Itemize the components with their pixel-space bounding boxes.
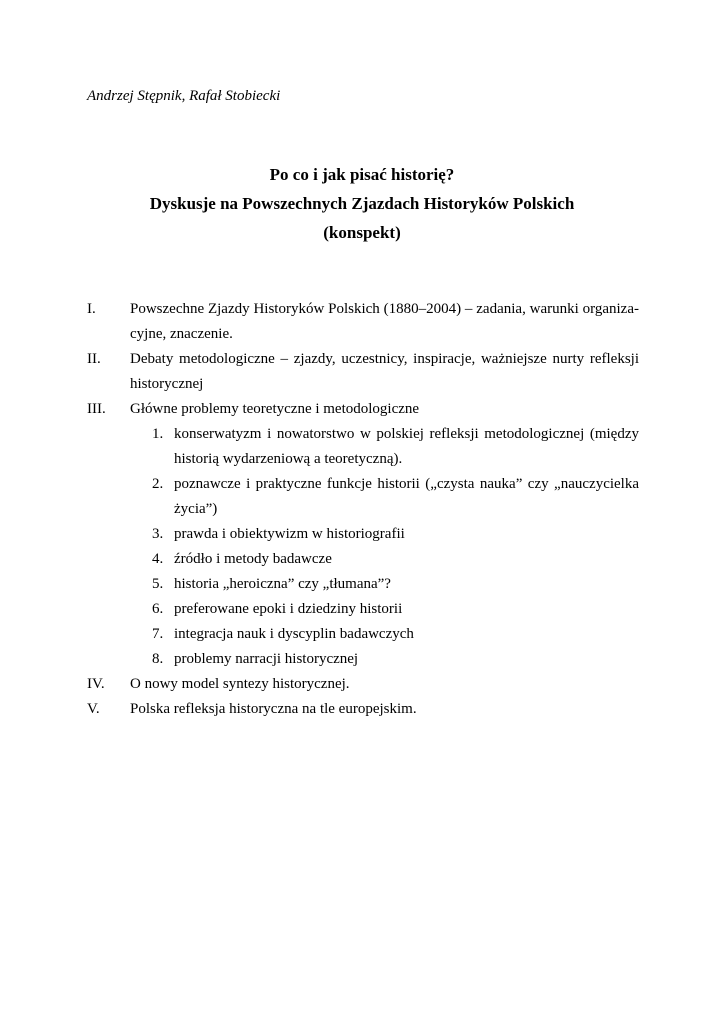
sublist-number: 2. — [152, 476, 164, 492]
outline-numeral: V. — [87, 701, 100, 717]
outline-list — [87, 297, 639, 722]
sublist-item-7 — [152, 622, 639, 647]
outline-item-1 — [87, 297, 639, 347]
sublist-item-1 — [152, 422, 639, 472]
outline-numeral: III. — [87, 401, 106, 417]
outline-text: Główne problemy teoretyczne i metodologiczne — [130, 401, 420, 417]
sublist-number: 5. — [152, 576, 164, 592]
outline-text: Powszechne Zjazdy Historyków Polskich (1880–2004) – zadania, warunki organiza-cyjne, znaczenie. — [130, 301, 639, 342]
authors-line: Andrzej Stępnik, Rafał Stobiecki — [87, 88, 281, 104]
sublist-item-8 — [152, 647, 639, 672]
title-subtitle: Dyskusje na Powszechnych Zjazdach Historyków Polskich — [149, 194, 575, 213]
sublist-text: historia „heroiczna” czy „tłumana”? — [174, 576, 391, 592]
sublist-number: 7. — [152, 626, 164, 642]
outline-text: Polska refleksja historyczna na tle europejskim. — [130, 701, 417, 717]
outline-numeral: II. — [87, 351, 101, 367]
outline-item-4 — [87, 672, 639, 697]
outline-item-3 — [87, 397, 639, 422]
outline-numeral: IV. — [87, 676, 105, 692]
outline-item-5 — [87, 697, 639, 722]
sublist-text: integracja nauk i dyscyplin badawczych — [174, 626, 414, 642]
sublist-item-3 — [152, 522, 639, 547]
sublist-text: poznawcze i praktyczne funkcje historii („czysta nauka” czy „nauczycielka życia”) — [174, 476, 639, 517]
title-main: Po co i jak pisać historię? — [269, 165, 455, 184]
sublist-number: 3. — [152, 526, 164, 542]
outline-text: Debaty metodologiczne – zjazdy, uczestnicy, inspiracje, ważniejsze nurty refleksji historycznej — [130, 351, 639, 392]
sublist-text: preferowane epoki i dziedziny historii — [174, 601, 403, 617]
sublist-text: konserwatyzm i nowatorstwo w polskiej refleksji metodologicznej (między historią wydarzeniową a teoretyczną). — [174, 426, 639, 467]
outline-text: O nowy model syntezy historycznej. — [130, 676, 350, 692]
outline-numeral: I. — [87, 301, 96, 317]
outline-item-2 — [87, 347, 639, 397]
sublist-number: 1. — [152, 426, 164, 442]
sublist-number: 8. — [152, 651, 164, 667]
outline-sublist — [152, 422, 639, 672]
document-title — [0, 160, 724, 247]
sublist-item-2 — [152, 472, 639, 522]
sublist-text: problemy narracji historycznej — [174, 651, 359, 667]
sublist-item-6 — [152, 597, 639, 622]
sublist-text: prawda i obiektywizm w historiografii — [174, 526, 405, 542]
sublist-number: 4. — [152, 551, 164, 567]
sublist-item-4 — [152, 547, 639, 572]
sublist-item-5 — [152, 572, 639, 597]
title-note: (konspekt) — [323, 223, 401, 242]
sublist-text: źródło i metody badawcze — [174, 551, 332, 567]
sublist-number: 6. — [152, 601, 164, 617]
